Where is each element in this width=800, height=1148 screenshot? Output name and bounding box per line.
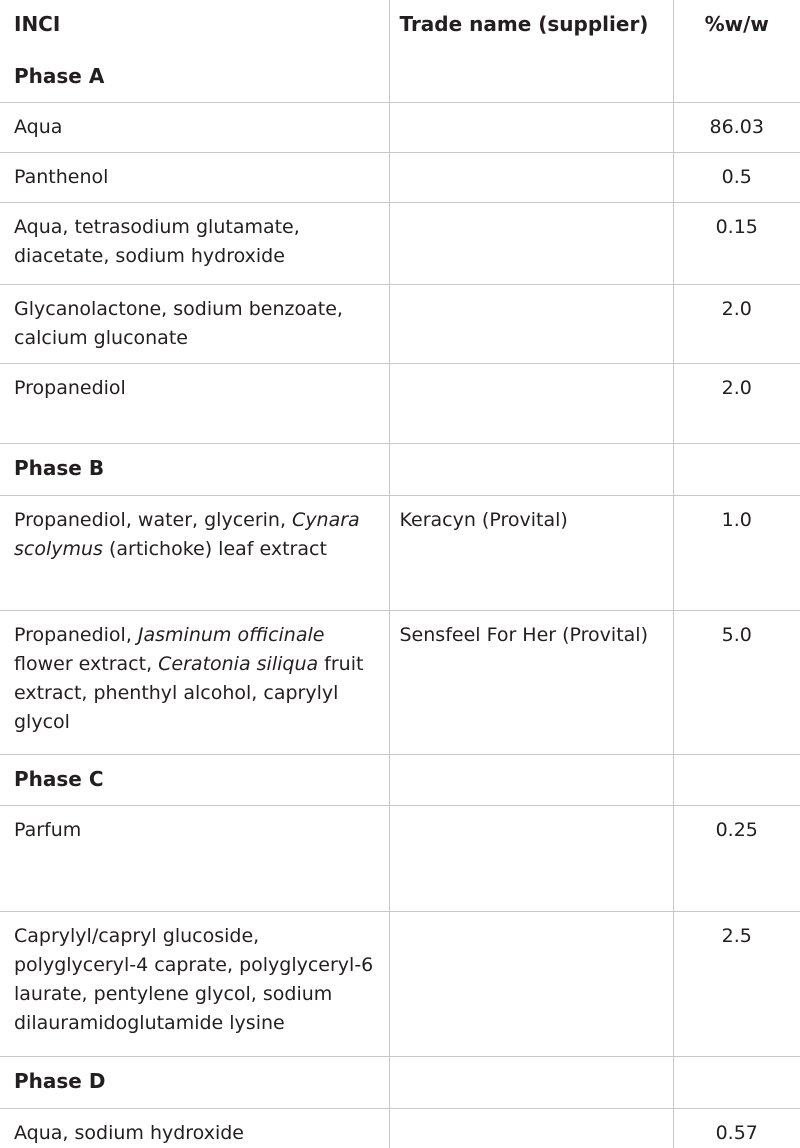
- percent-cell: 2.0: [673, 363, 800, 443]
- phase-row: [0, 443, 800, 495]
- percent-cell: 86.03: [673, 102, 800, 152]
- phase-row: [0, 754, 800, 805]
- percent-cell: 2.0: [673, 284, 800, 363]
- trade-cell: [389, 52, 673, 102]
- percent-cell: 2.5: [673, 911, 800, 1056]
- trade-cell: [389, 152, 673, 202]
- table-row: [0, 495, 800, 610]
- inci-cell: Aqua, tetrasodium glutamate, diacetate, sodium hydroxide: [0, 202, 389, 284]
- percent-cell: 0.15: [673, 202, 800, 284]
- trade-cell: [389, 102, 673, 152]
- phase-label: Phase C: [0, 754, 389, 805]
- inci-cell: Aqua, sodium hydroxide: [0, 1108, 389, 1148]
- botanical-name: Cynara scolymus: [14, 508, 360, 560]
- table-row: [0, 911, 800, 1056]
- trade-cell: [389, 443, 673, 495]
- percent-cell: 1.0: [673, 495, 800, 610]
- percent-cell: [673, 1056, 800, 1108]
- phase-row: [0, 1056, 800, 1108]
- percent-cell: 0.5: [673, 152, 800, 202]
- header-percent: %w/w: [673, 0, 800, 52]
- percent-cell: [673, 52, 800, 102]
- phase-label: Phase D: [0, 1056, 389, 1108]
- inci-cell: Parfum: [0, 805, 389, 911]
- trade-cell: [389, 805, 673, 911]
- table-row: [0, 284, 800, 363]
- trade-cell: Keracyn (Provital): [389, 495, 673, 610]
- inci-cell: Caprylyl/capryl glucoside, polyglyceryl-4 caprate, polyglyceryl-6 laurate, pentylene glycol, sodium dilauramidoglutamide lysine: [0, 911, 389, 1056]
- header-row: [0, 0, 800, 52]
- trade-cell: [389, 1108, 673, 1148]
- percent-cell: [673, 443, 800, 495]
- phase-label: Phase A: [14, 64, 105, 88]
- trade-cell: [389, 754, 673, 805]
- percent-cell: 0.57: [673, 1108, 800, 1148]
- inci-text: Propanediol, water, glycerin, Cynara scolymus (artichoke) leaf extract: [14, 508, 360, 560]
- botanical-name: Jasminum officinale: [137, 623, 325, 646]
- header-trade-name: Trade name (supplier): [389, 0, 673, 52]
- botanical-name: Ceratonia siliqua: [158, 652, 319, 675]
- table-row: [0, 1108, 800, 1148]
- header-inci: INCI: [14, 12, 61, 36]
- phase-row: [0, 52, 800, 102]
- trade-cell: [389, 1056, 673, 1108]
- table-row: [0, 363, 800, 443]
- inci-text: Propanediol, Jasminum officinale flower extract, Ceratonia siliqua fruit extract, phenthyl alcohol, caprylyl glycol: [14, 623, 364, 733]
- trade-cell: Sensfeel For Her (Provital): [389, 610, 673, 754]
- phase-label: Phase B: [0, 443, 389, 495]
- inci-cell: Aqua: [0, 102, 389, 152]
- inci-cell: [0, 495, 389, 610]
- inci-cell: Glycanolactone, sodium benzoate, calcium gluconate: [0, 284, 389, 363]
- inci-cell: Propanediol: [0, 363, 389, 443]
- table-row: [0, 202, 800, 284]
- trade-cell: [389, 911, 673, 1056]
- inci-cell: [0, 610, 389, 754]
- trade-cell: [389, 284, 673, 363]
- table-row: [0, 152, 800, 202]
- table-row: [0, 610, 800, 754]
- table-row: [0, 102, 800, 152]
- percent-cell: 0.25: [673, 805, 800, 911]
- percent-cell: [673, 754, 800, 805]
- percent-cell: 5.0: [673, 610, 800, 754]
- table-row: [0, 805, 800, 911]
- inci-cell: Panthenol: [0, 152, 389, 202]
- trade-cell: [389, 202, 673, 284]
- trade-cell: [389, 363, 673, 443]
